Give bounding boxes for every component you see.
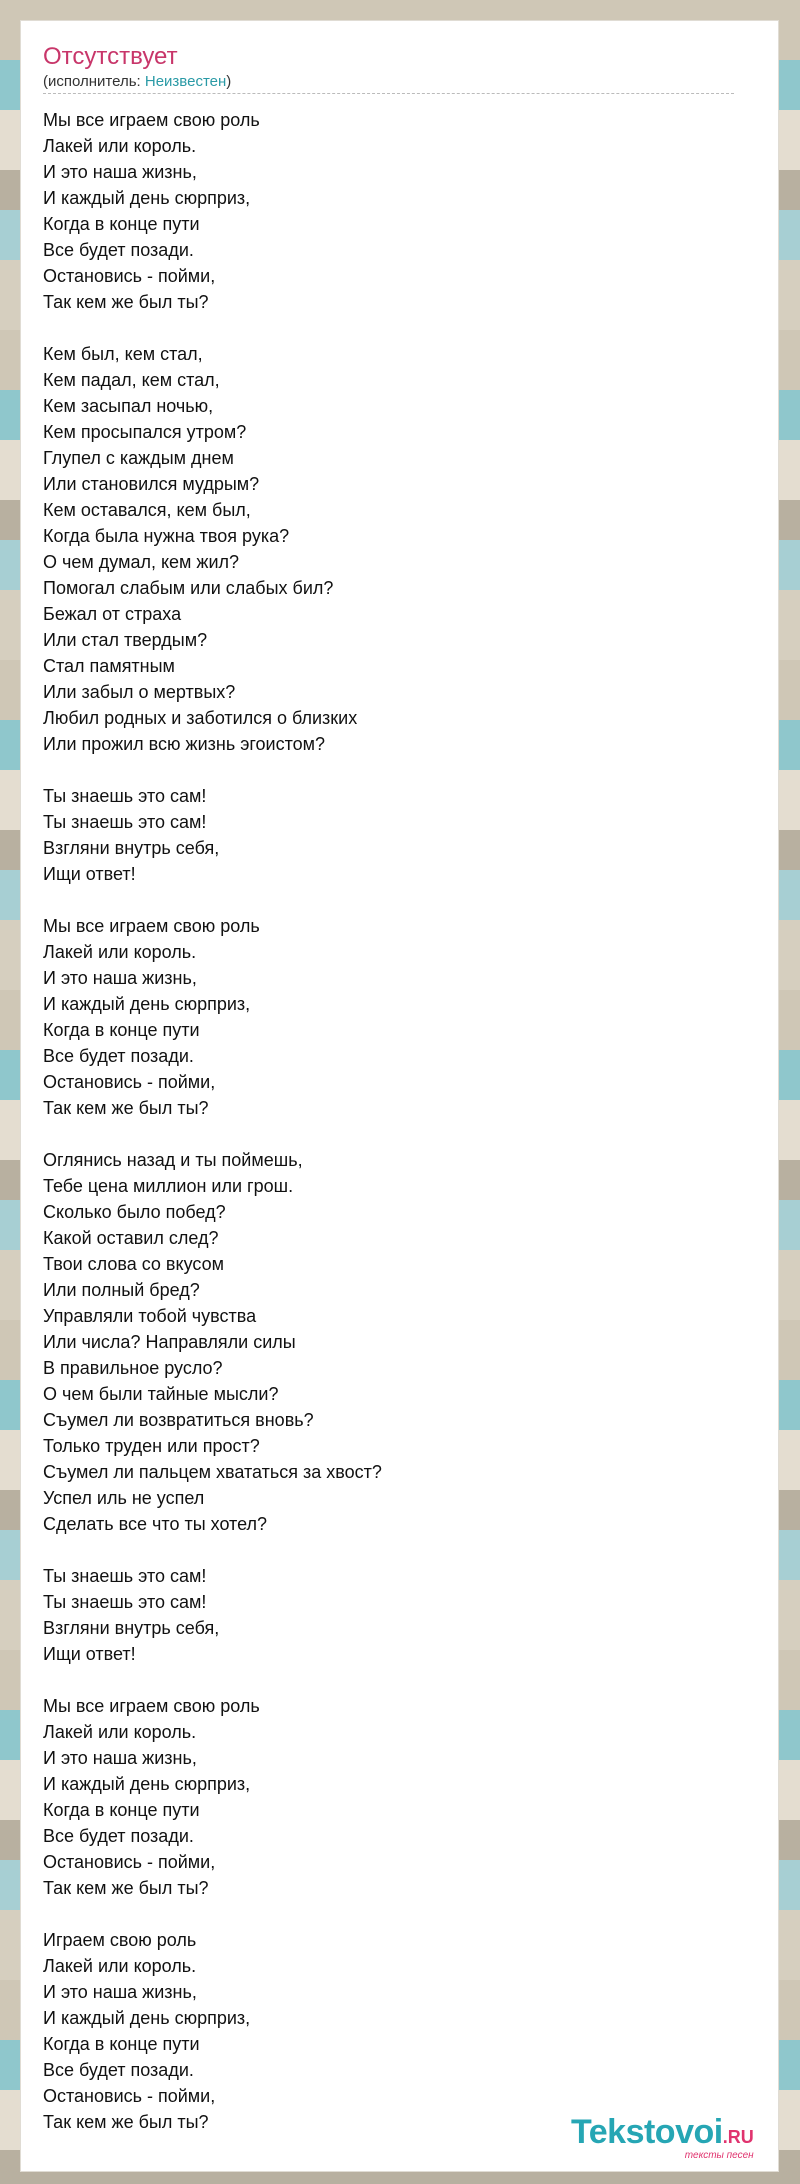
lyric-line: Остановись - пойми, xyxy=(43,1852,216,1872)
lyric-line: Мы все играем свою роль xyxy=(43,1696,260,1716)
stanza-gap xyxy=(43,1537,683,1563)
lyric-line: И каждый день сюрприз, xyxy=(43,2008,251,2028)
lyric-line: Так кем же был ты? xyxy=(43,1878,209,1898)
stanza-gap xyxy=(43,757,683,783)
lyric-line: Мы все играем свою роль xyxy=(43,916,260,936)
lyric-line: Кем оставался, кем был, xyxy=(43,500,251,520)
lyric-line: Глупел с каждым днем xyxy=(43,448,234,468)
lyric-line: Кем был, кем стал, xyxy=(43,344,203,364)
stanza-gap xyxy=(43,1901,683,1927)
lyric-line: Играем свою роль xyxy=(43,1930,197,1950)
lyric-line: Сколько было побед? xyxy=(43,1202,226,1222)
lyric-line: О чем были тайные мысли? xyxy=(43,1384,279,1404)
lyric-line: Лакей или король. xyxy=(43,1722,197,1742)
lyric-line: Мы все играем свою роль xyxy=(43,110,260,130)
lyric-line: Только труден или прост? xyxy=(43,1436,260,1456)
artist-link[interactable]: Неизвестен xyxy=(144,73,227,90)
lyric-line: Остановись - пойми, xyxy=(43,266,216,286)
lyric-line: Бежал от страха xyxy=(43,604,182,624)
lyric-line: Когда в конце пути xyxy=(43,1020,200,1040)
lyric-line: Ищи ответ! xyxy=(43,1644,136,1664)
stanza-gap xyxy=(43,887,683,913)
lyric-line: Ищи ответ! xyxy=(43,864,136,884)
lyric-line: Кем просыпался утром? xyxy=(43,422,247,442)
lyric-line: Твои слова со вкусом xyxy=(43,1254,224,1274)
lyric-line: Ты знаешь это сам! xyxy=(43,1566,207,1586)
lyric-line: Съумел ли пальцем хвататься за хвост? xyxy=(43,1462,382,1482)
lyric-line: Ты знаешь это сам! xyxy=(43,1592,207,1612)
lyric-line: Остановись - пойми, xyxy=(43,2086,216,2106)
lyric-line: Тебе цена миллион или грош. xyxy=(43,1176,294,1196)
lyric-line: Лакей или король. xyxy=(43,1956,197,1976)
lyric-line: Стал памятным xyxy=(43,656,175,676)
stanza-gap xyxy=(43,315,683,341)
lyric-line: В правильное русло? xyxy=(43,1358,223,1378)
lyric-line: Когда была нужна твоя рука? xyxy=(43,526,290,546)
lyric-line: И это наша жизнь, xyxy=(43,968,197,988)
lyric-line: Успел иль не успел xyxy=(43,1488,205,1508)
site-logo[interactable] xyxy=(571,2113,754,2161)
lyric-line: Любил родных и заботился о близких xyxy=(43,708,358,728)
lyric-line: Когда в конце пути xyxy=(43,1800,200,1820)
stanza-gap xyxy=(43,1121,683,1147)
logo-name: Tekstovoi xyxy=(571,2113,723,2151)
lyric-line: И каждый день сюрприз, xyxy=(43,188,251,208)
artist-line xyxy=(43,73,231,90)
lyrics-card xyxy=(20,20,779,2172)
lyric-line: Так кем же был ты? xyxy=(43,2112,209,2132)
lyric-line: Так кем же был ты? xyxy=(43,292,209,312)
lyric-line: Когда в конце пути xyxy=(43,214,200,234)
lyric-line: Когда в конце пути xyxy=(43,2034,200,2054)
lyric-line: Сделать все что ты хотел? xyxy=(43,1514,268,1534)
lyric-line: Съумел ли возвратиться вновь? xyxy=(43,1410,314,1430)
lyric-line: Так кем же был ты? xyxy=(43,1098,209,1118)
lyric-line: Все будет позади. xyxy=(43,2060,194,2080)
logo-tagline: тексты песен xyxy=(684,2150,754,2161)
lyric-line: Все будет позади. xyxy=(43,240,194,260)
title-divider xyxy=(43,93,734,94)
lyric-line: Все будет позади. xyxy=(43,1826,194,1846)
lyric-line: Помогал слабым или слабых бил? xyxy=(43,578,334,598)
lyric-line: Ты знаешь это сам! xyxy=(43,786,207,806)
lyric-line: Или становился мудрым? xyxy=(43,474,260,494)
lyric-line: И это наша жизнь, xyxy=(43,1982,197,2002)
lyric-line: Взгляни внутрь себя, xyxy=(43,838,220,858)
lyric-line: Или полный бред? xyxy=(43,1280,200,1300)
lyric-line: Ты знаешь это сам! xyxy=(43,812,207,832)
lyric-line: Какой оставил след? xyxy=(43,1228,219,1248)
lyric-line: Оглянись назад и ты поймешь, xyxy=(43,1150,303,1170)
song-title: Отсутствует xyxy=(43,43,178,70)
lyric-line: Или прожил всю жизнь эгоистом? xyxy=(43,734,326,754)
lyric-line: Кем падал, кем стал, xyxy=(43,370,220,390)
artist-prefix: (исполнитель: xyxy=(43,73,145,90)
lyric-line: Или числа? Направляли силы xyxy=(43,1332,296,1352)
lyric-line: Кем засыпал ночью, xyxy=(43,396,214,416)
lyrics-text xyxy=(43,107,683,2135)
lyric-line: И каждый день сюрприз, xyxy=(43,994,251,1014)
logo-tld: .RU xyxy=(722,2127,754,2147)
lyric-line: И это наша жизнь, xyxy=(43,162,197,182)
lyric-line: Лакей или король. xyxy=(43,136,197,156)
lyric-line: Остановись - пойми, xyxy=(43,1072,216,1092)
lyric-line: Лакей или король. xyxy=(43,942,197,962)
lyric-line: О чем думал, кем жил? xyxy=(43,552,240,572)
lyric-line: Или забыл о мертвых? xyxy=(43,682,236,702)
lyric-line: Все будет позади. xyxy=(43,1046,194,1066)
artist-suffix: ) xyxy=(226,73,232,90)
lyric-line: Или стал твердым? xyxy=(43,630,208,650)
stanza-gap xyxy=(43,1667,683,1693)
lyric-line: Управляли тобой чувства xyxy=(43,1306,257,1326)
lyric-line: И это наша жизнь, xyxy=(43,1748,197,1768)
lyric-line: Взгляни внутрь себя, xyxy=(43,1618,220,1638)
lyric-line: И каждый день сюрприз, xyxy=(43,1774,251,1794)
